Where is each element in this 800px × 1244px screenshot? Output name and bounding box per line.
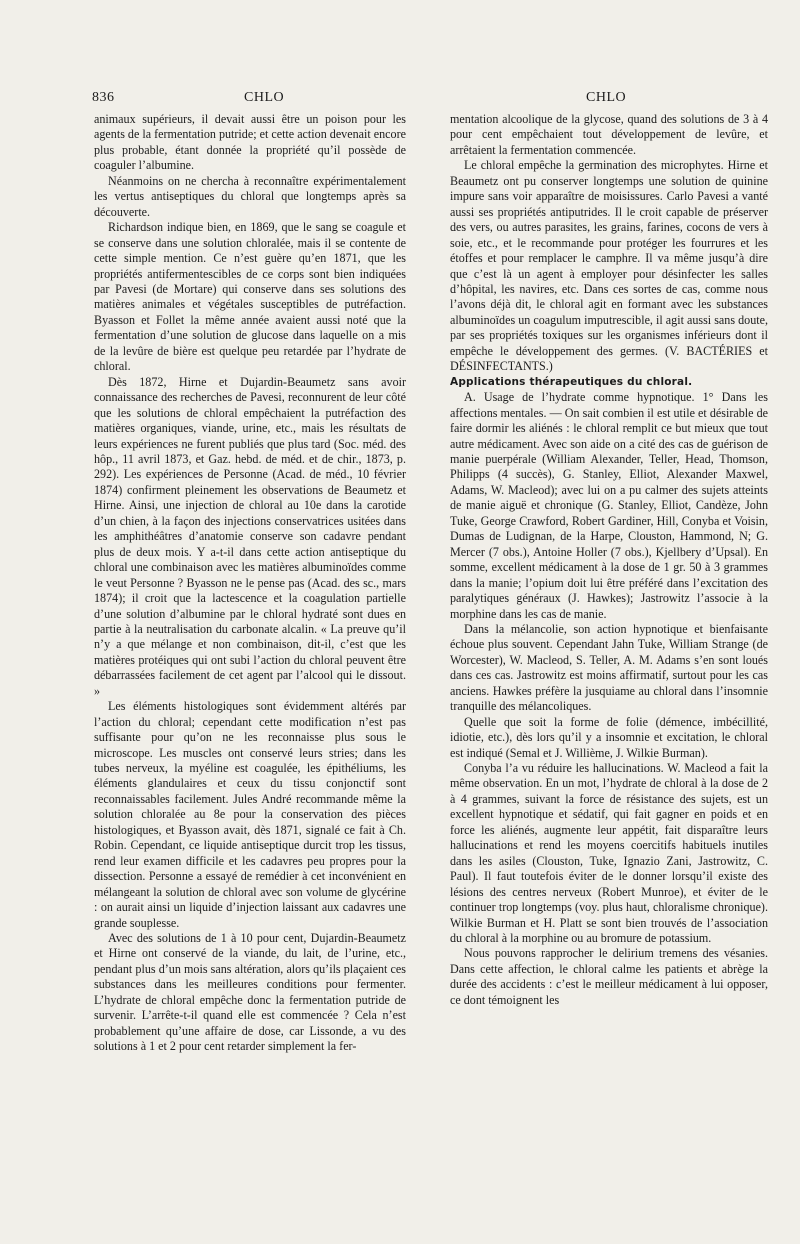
paragraph: A. Usage de l’hydrate comme hypnotique. 1° Dans les affections mentales. — On sait combien il est utile et désirable de faire dormir les aliénés : le chloral remplit ce but mieux que tout autre médicament. Avec son aide on a cité des cas de guérison de manie puerpérale (William Alexander, Teller, Head, Thomson, Philipps (4 succès), G. Stanley, Elliot, Alexander Maxwel, Adams, W. Macleod); avec lui on a pu calmer des sujets atteints de manie aiguë et chronique (G. Stanley, Elliot, Candèze, John Tuke, George Crawford, Robert Gardiner, Hill, Conyba et Voisin, Dumas de Ludignan, de la Harpe, Clouston, Hammond, N; G. Mercer (7 obs.), Antoine Holler (7 obs.), Kjellbery d’Upsal). En somme, excellent médicament à la dose de 1 gr. 50 à 3 grammes dans la manie; l’opium doit lui être préféré dans l’excitation des paralytiques généraux (J. Hawkes); Jastrowitz l’associe à la morphine dans les cas de manie. bbox=[450, 390, 768, 621]
running-head-right: CHLO bbox=[586, 90, 627, 105]
section-subheading: Applications thérapeutiques du chloral. bbox=[450, 375, 693, 388]
left-column bbox=[94, 112, 406, 1055]
paragraph: Le chloral empêche la germination des microphytes. Hirne et Beaumetz ont pu conserver longtemps une solution de quinine impure sans voir apparaître de moisissures. Carlo Pavesi a vanté aussi ses propriétés antiputrides. Il le croit capable de préserver des vers, ou autres parasites, les grains, farines, cocons de vers à soie, etc., et le recommande pour protéger les fourrures et les étoffes et pour remplacer le camphre. Il va même jusqu’à dire que c’est là un agent à employer pour désinfecter les salles d’hôpital, les navires, etc. Dans ces sortes de cas, comme nous l’avons déjà dit, le chloral agit en formant avec les substances albuminoïdes un coagulum imputrescible, il agit aussi sans doute, par ses propriétés toxiques sur les organismes inférieurs dont il empêche le développement des germes. (V. BACTÉRIES et DÉSINFECTANTS.) bbox=[450, 158, 768, 374]
paragraph: mentation alcoolique de la glycose, quand des solutions de 3 à 4 pour cent empêchaient tout développement de levûre, et arrêtaient la fermentation commencée. bbox=[450, 112, 768, 157]
paragraph: Quelle que soit la forme de folie (démence, imbécillité, idiotie, etc.), dès lors qu’il y a insomnie et excitation, le chloral est indiqué (Semal et J. Willième, J. Wilkie Burman). bbox=[450, 714, 768, 760]
paragraph: Avec des solutions de 1 à 10 pour cent, Dujardin-Beaumetz et Hirne ont conservé de la viande, du lait, de l’urine, etc., pendant plus d’un mois sans altération, alors qu’ils plaçaient ces substances dans les meilleures conditions pour fermenter. L’hydrate de chloral empêche donc la fermentation putride de survenir. L’arrête-t-il quand elle est commencée ? Cela n’est probablement qu’une affaire de dose, car Lissonde, a vu des solutions à 1 et 2 pour cent retarder simplement la fer- bbox=[94, 931, 406, 1054]
paragraph: Les éléments histologiques sont évidemment altérés par l’action du chloral; cependant cette modification n’est pas suffisante pour qu’on ne les reconnaisse plus sous le microscope. Les muscles ont conservé leurs stries; dans les tubes nerveux, la myéline est coagulée, les épithéliums, les éléments glandulaires et ceux du tissu conjonctif sont reconnaissables facilement. Jules André recommande même la solution chloralée au 8e pour la conservation des pièces histologiques, et Byasson avait, dès 1871, signalé ce fait à Ch. Robin. Cependant, ce liquide antiseptique durcit trop les tissus, rend leur examen difficile et les cadavres peu propres pour la dissection. Personne a essayé de remédier à cet inconvénient en mélangeant la solution de chloral avec son volume de glycérine : on aurait ainsi un liquide d’injection laissant aux cadavres une grande souplesse. bbox=[94, 699, 406, 930]
paragraph: Néanmoins on ne chercha à reconnaître expérimentalement les vertus antiseptiques du chloral que longtemps après sa découverte. bbox=[94, 173, 406, 219]
paragraph: Dans la mélancolie, son action hypnotique et bienfaisante échoue plus souvent. Cependant Jahn Tuke, William Strange (de Worcester), W. Macleod, S. Teller, A. M. Adams s’en sont loués dans ces cas. Jastrowitz est moins affirmatif, surtout pour les cas anciens. Hawkes préfère la jusquiame au chloral dans l’insomnie tranquille des mélancoliques. bbox=[450, 621, 768, 714]
paragraph: animaux supérieurs, il devait aussi être un poison pour les agents de la fermentation putride; et cette action devenait encore plus probable, étant donnée la propriété qu’il possède de coaguler l’albumine. bbox=[94, 112, 406, 173]
paragraph: Conyba l’a vu réduire les hallucinations. W. Macleod a fait la même observation. En un mot, l’hydrate de chloral à la dose de 2 à 4 grammes, suivant la force de résistance des sujets, est un excellent hypnotique et sédatif, qui fait gagner en poids et en force les aliénés, augmente leur appétit, fait disparaître leurs hallucinations et rend les moyens coercitifs habituels inutiles dans les asiles (Clouston, Tuke, Ignazio Zani, Jastrowitz, C. Paul). Il faut toutefois éviter de le donner lorsqu’il existe des lésions des centres nerveux (Robert Munroe), et éviter de le continuer trop longtemps (voy. plus haut, chloralisme chronique). Wilkie Burman et H. Platt se sont bien trouvés de l’association du chloral à la morphine ou au bromure de potassium. bbox=[450, 761, 768, 946]
paragraph: Richardson indique bien, en 1869, que le sang se coagule et se conserve dans une solution chloralée, mais il se contente de cette simple mention. Ce n’est guère qu’en 1871, que les propriétés antifermentescibles de ce corps sont bien indiquées par Pavesi (de Mortare) qui conserve dans ses solutions des matières animales et végétales susceptibles de putréfaction. Byasson et Follet la même année avaient aussi noté que la fermentation d’une solution de glucose dans laquelle on a mis de la levûre de bière est quelque peu retardée par l’hydrate de chloral. bbox=[94, 220, 406, 374]
running-head-left: CHLO bbox=[244, 90, 285, 105]
page-number: 836 bbox=[92, 90, 115, 105]
paragraph: Nous pouvons rapprocher le delirium tremens des vésanies. Dans cette affection, le chloral calme les patients et abrège la durée des accidents : c’est le meilleur médicament à lui opposer, ce dont témoignent les bbox=[450, 946, 768, 1007]
paragraph: Dès 1872, Hirne et Dujardin-Beaumetz sans avoir connaissance des recherches de Pavesi, reconnurent de leur côté que les solutions de chloral empêchaient la putréfaction des matières organiques, viande, urine, etc., mais les résultats de leurs expériences ne furent publiés que plus tard (Soc. méd. des hôp., 11 avril 1873, et Gaz. hebd. de méd. et de chir., 1873, p. 292). Les expériences de Personne (Acad. de méd., 10 février 1874) confirment pleinement les observations de Beaumetz et Hirne. Ainsi, une injection de chloral au 10e dans la carotide d’un chien, à la façon des injections conservatrices usitées dans les amphithéâtres d’anatomie conserve son cadavre pendant plus de deux mois. Y a-t-il dans cette action antiseptique du chloral une combinaison avec les matières albuminoïdes comme le veut Personne ? Byasson ne le pense pas (Acad. des sc., mars 1874); il croit que la lactescence et la coagulation partielle d’une solution d’albumine par le chloral hydraté sont dues en partie à la neutralisation du carbonate alcalin. « La preuve qu’il n’y a que mélange et non combinaison, dit-il, c’est que les matières protéiques qui ont subi l’action du chloral peuvent être débarrassées facilement de cet agent par l’alcool qui le dissout. » bbox=[94, 374, 406, 698]
right-column bbox=[450, 112, 768, 1008]
